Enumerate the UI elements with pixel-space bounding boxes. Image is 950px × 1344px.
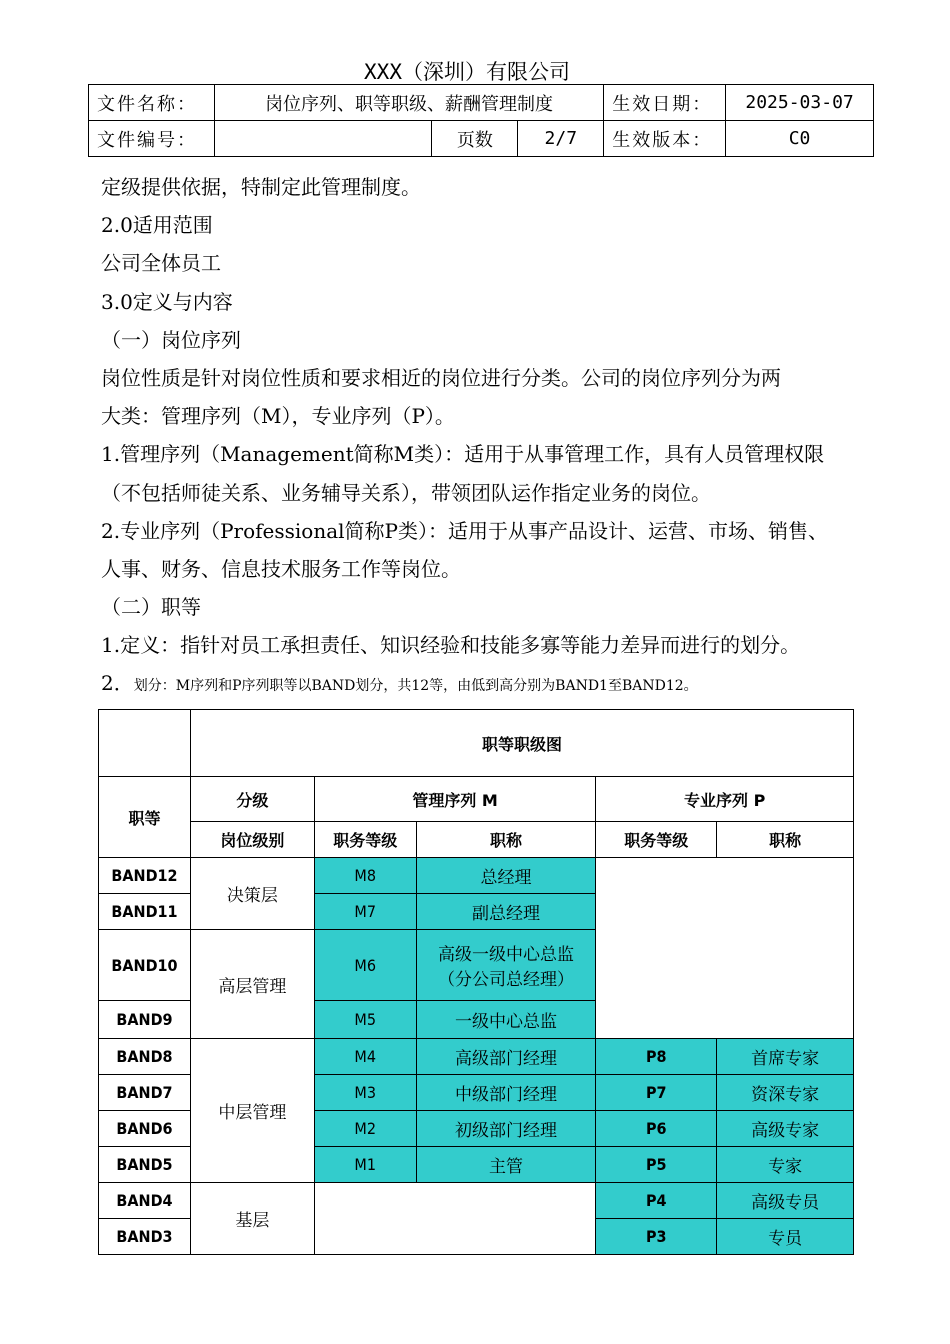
subsection-heading: （二）职等 xyxy=(101,595,201,620)
col-m-header: 管理序列 M xyxy=(314,777,596,822)
band-cell: BAND10 xyxy=(99,930,191,1001)
p-rank-cell: P6 xyxy=(596,1111,717,1147)
band-cell: BAND5 xyxy=(99,1147,191,1183)
m-title-cell: 初级部门经理 xyxy=(416,1111,596,1147)
paragraph: 人事、财务、信息技术服务工作等岗位。 xyxy=(101,556,461,581)
m-title-line: 高级一级中心总监 xyxy=(437,945,574,965)
level-cell: 决策层 xyxy=(190,858,314,930)
band-cell: BAND12 xyxy=(99,858,191,894)
level-cell: 基层 xyxy=(190,1183,314,1255)
m-title-cell: 中级部门经理 xyxy=(416,1075,596,1111)
paragraph: 岗位性质是针对岗位性质和要求相近的岗位进行分类。公司的岗位序列分为两 xyxy=(101,365,781,390)
band-cell: BAND7 xyxy=(99,1075,191,1111)
paragraph-band-division xyxy=(101,664,891,702)
version-value: C0 xyxy=(726,121,874,157)
p-title-cell: 高级专员 xyxy=(717,1183,854,1219)
col-p-title-header: 职称 xyxy=(717,822,854,858)
subsection-heading: （一）岗位序列 xyxy=(101,327,241,352)
band-cell: BAND8 xyxy=(99,1039,191,1075)
m-title-line: （分公司总经理） xyxy=(437,970,574,990)
file-name-label: 文件名称： xyxy=(89,85,215,121)
item-number: 2． xyxy=(101,671,134,696)
section-heading: 2.0适用范围 xyxy=(101,213,213,238)
level-cell: 中层管理 xyxy=(190,1039,314,1183)
paragraph: 公司全体员工 xyxy=(101,251,221,276)
p-rank-cell: P5 xyxy=(596,1147,717,1183)
company-title: XXX（深圳）有限公司 xyxy=(364,60,570,84)
m-rank-cell: M4 xyxy=(314,1039,416,1075)
m-title-cell: 高级部门经理 xyxy=(416,1039,596,1075)
m-rank-cell: M7 xyxy=(314,894,416,930)
m-rank-cell: M1 xyxy=(314,1147,416,1183)
m-rank-cell: M8 xyxy=(314,858,416,894)
m-rank-cell: M5 xyxy=(314,1001,416,1039)
p-rank-cell: P4 xyxy=(596,1183,717,1219)
p-rank-cell: P7 xyxy=(596,1075,717,1111)
band-cell: BAND6 xyxy=(99,1111,191,1147)
m-title-cell: 副总经理 xyxy=(416,894,596,930)
band-grade-table xyxy=(98,709,854,1255)
table-row xyxy=(99,1183,854,1219)
file-name-value: 岗位序列、职等职级、薪酬管理制度 xyxy=(214,85,603,121)
paragraph: 定级提供依据，特制定此管理制度。 xyxy=(101,175,421,199)
band-cell: BAND11 xyxy=(99,894,191,930)
file-no-label: 文件编号： xyxy=(89,121,215,157)
col-m-rank-header: 职务等级 xyxy=(314,822,416,858)
col-level-header: 岗位级别 xyxy=(190,822,314,858)
empty-m-cell xyxy=(314,1183,596,1255)
effective-date-value: 2025-03-07 xyxy=(726,85,874,121)
item-text: 划分：M序列和P序列职等以BAND划分，共12等，由低到高分别为BAND1至BAND12。 xyxy=(133,678,698,695)
body-text xyxy=(101,168,891,703)
file-no-value xyxy=(214,121,432,157)
empty-cell xyxy=(99,710,191,777)
p-rank-cell: P3 xyxy=(596,1219,717,1255)
pages-value: 2/7 xyxy=(518,121,604,157)
version-label: 生效版本： xyxy=(604,121,726,157)
m-title-cell: 总经理 xyxy=(416,858,596,894)
level-cell: 高层管理 xyxy=(190,930,314,1039)
col-band-header: 职等 xyxy=(99,777,191,858)
band-cell: BAND3 xyxy=(99,1219,191,1255)
col-p-header: 专业序列 P xyxy=(596,777,854,822)
paragraph: 1.管理序列（Management简称M类）：适用于从事管理工作，具有人员管理权限 xyxy=(101,442,825,467)
p-title-cell: 首席专家 xyxy=(717,1039,854,1075)
band-cell: BAND9 xyxy=(99,1001,191,1039)
p-title-cell: 资深专家 xyxy=(717,1075,854,1111)
m-rank-cell: M2 xyxy=(314,1111,416,1147)
paragraph: 2.专业序列（Professional简称P类）：适用于从事产品设计、运营、市场、销售、 xyxy=(101,518,829,543)
m-title-cell: 一级中心总监 xyxy=(416,1001,596,1039)
table-row xyxy=(99,858,854,894)
p-title-cell: 专员 xyxy=(717,1219,854,1255)
col-p-rank-header: 职务等级 xyxy=(596,822,717,858)
paragraph: （不包括师徒关系、业务辅导关系），带领团队运作指定业务的岗位。 xyxy=(101,480,711,505)
table-title: 职等职级图 xyxy=(190,710,853,777)
m-title-cell: 主管 xyxy=(416,1147,596,1183)
effective-date-label: 生效日期： xyxy=(604,85,726,121)
m-rank-cell: M3 xyxy=(314,1075,416,1111)
pages-label: 页数 xyxy=(432,121,518,157)
m-rank-cell: M6 xyxy=(314,930,416,1001)
paragraph: 大类：管理序列（M），专业序列（P）。 xyxy=(101,404,455,429)
p-title-cell: 专家 xyxy=(717,1147,854,1183)
table-row xyxy=(99,1039,854,1075)
document-header-table xyxy=(88,84,874,157)
section-heading: 3.0定义与内容 xyxy=(101,289,233,314)
p-title-cell: 高级专家 xyxy=(717,1111,854,1147)
band-cell: BAND4 xyxy=(99,1183,191,1219)
p-rank-cell: P8 xyxy=(596,1039,717,1075)
m-title-cell xyxy=(416,930,596,1001)
col-m-title-header: 职称 xyxy=(416,822,596,858)
paragraph: 1.定义：指针对员工承担责任、知识经验和技能多寡等能力差异而进行的划分。 xyxy=(101,633,801,658)
col-grade-header: 分级 xyxy=(190,777,314,822)
empty-p-cell xyxy=(596,858,854,1039)
